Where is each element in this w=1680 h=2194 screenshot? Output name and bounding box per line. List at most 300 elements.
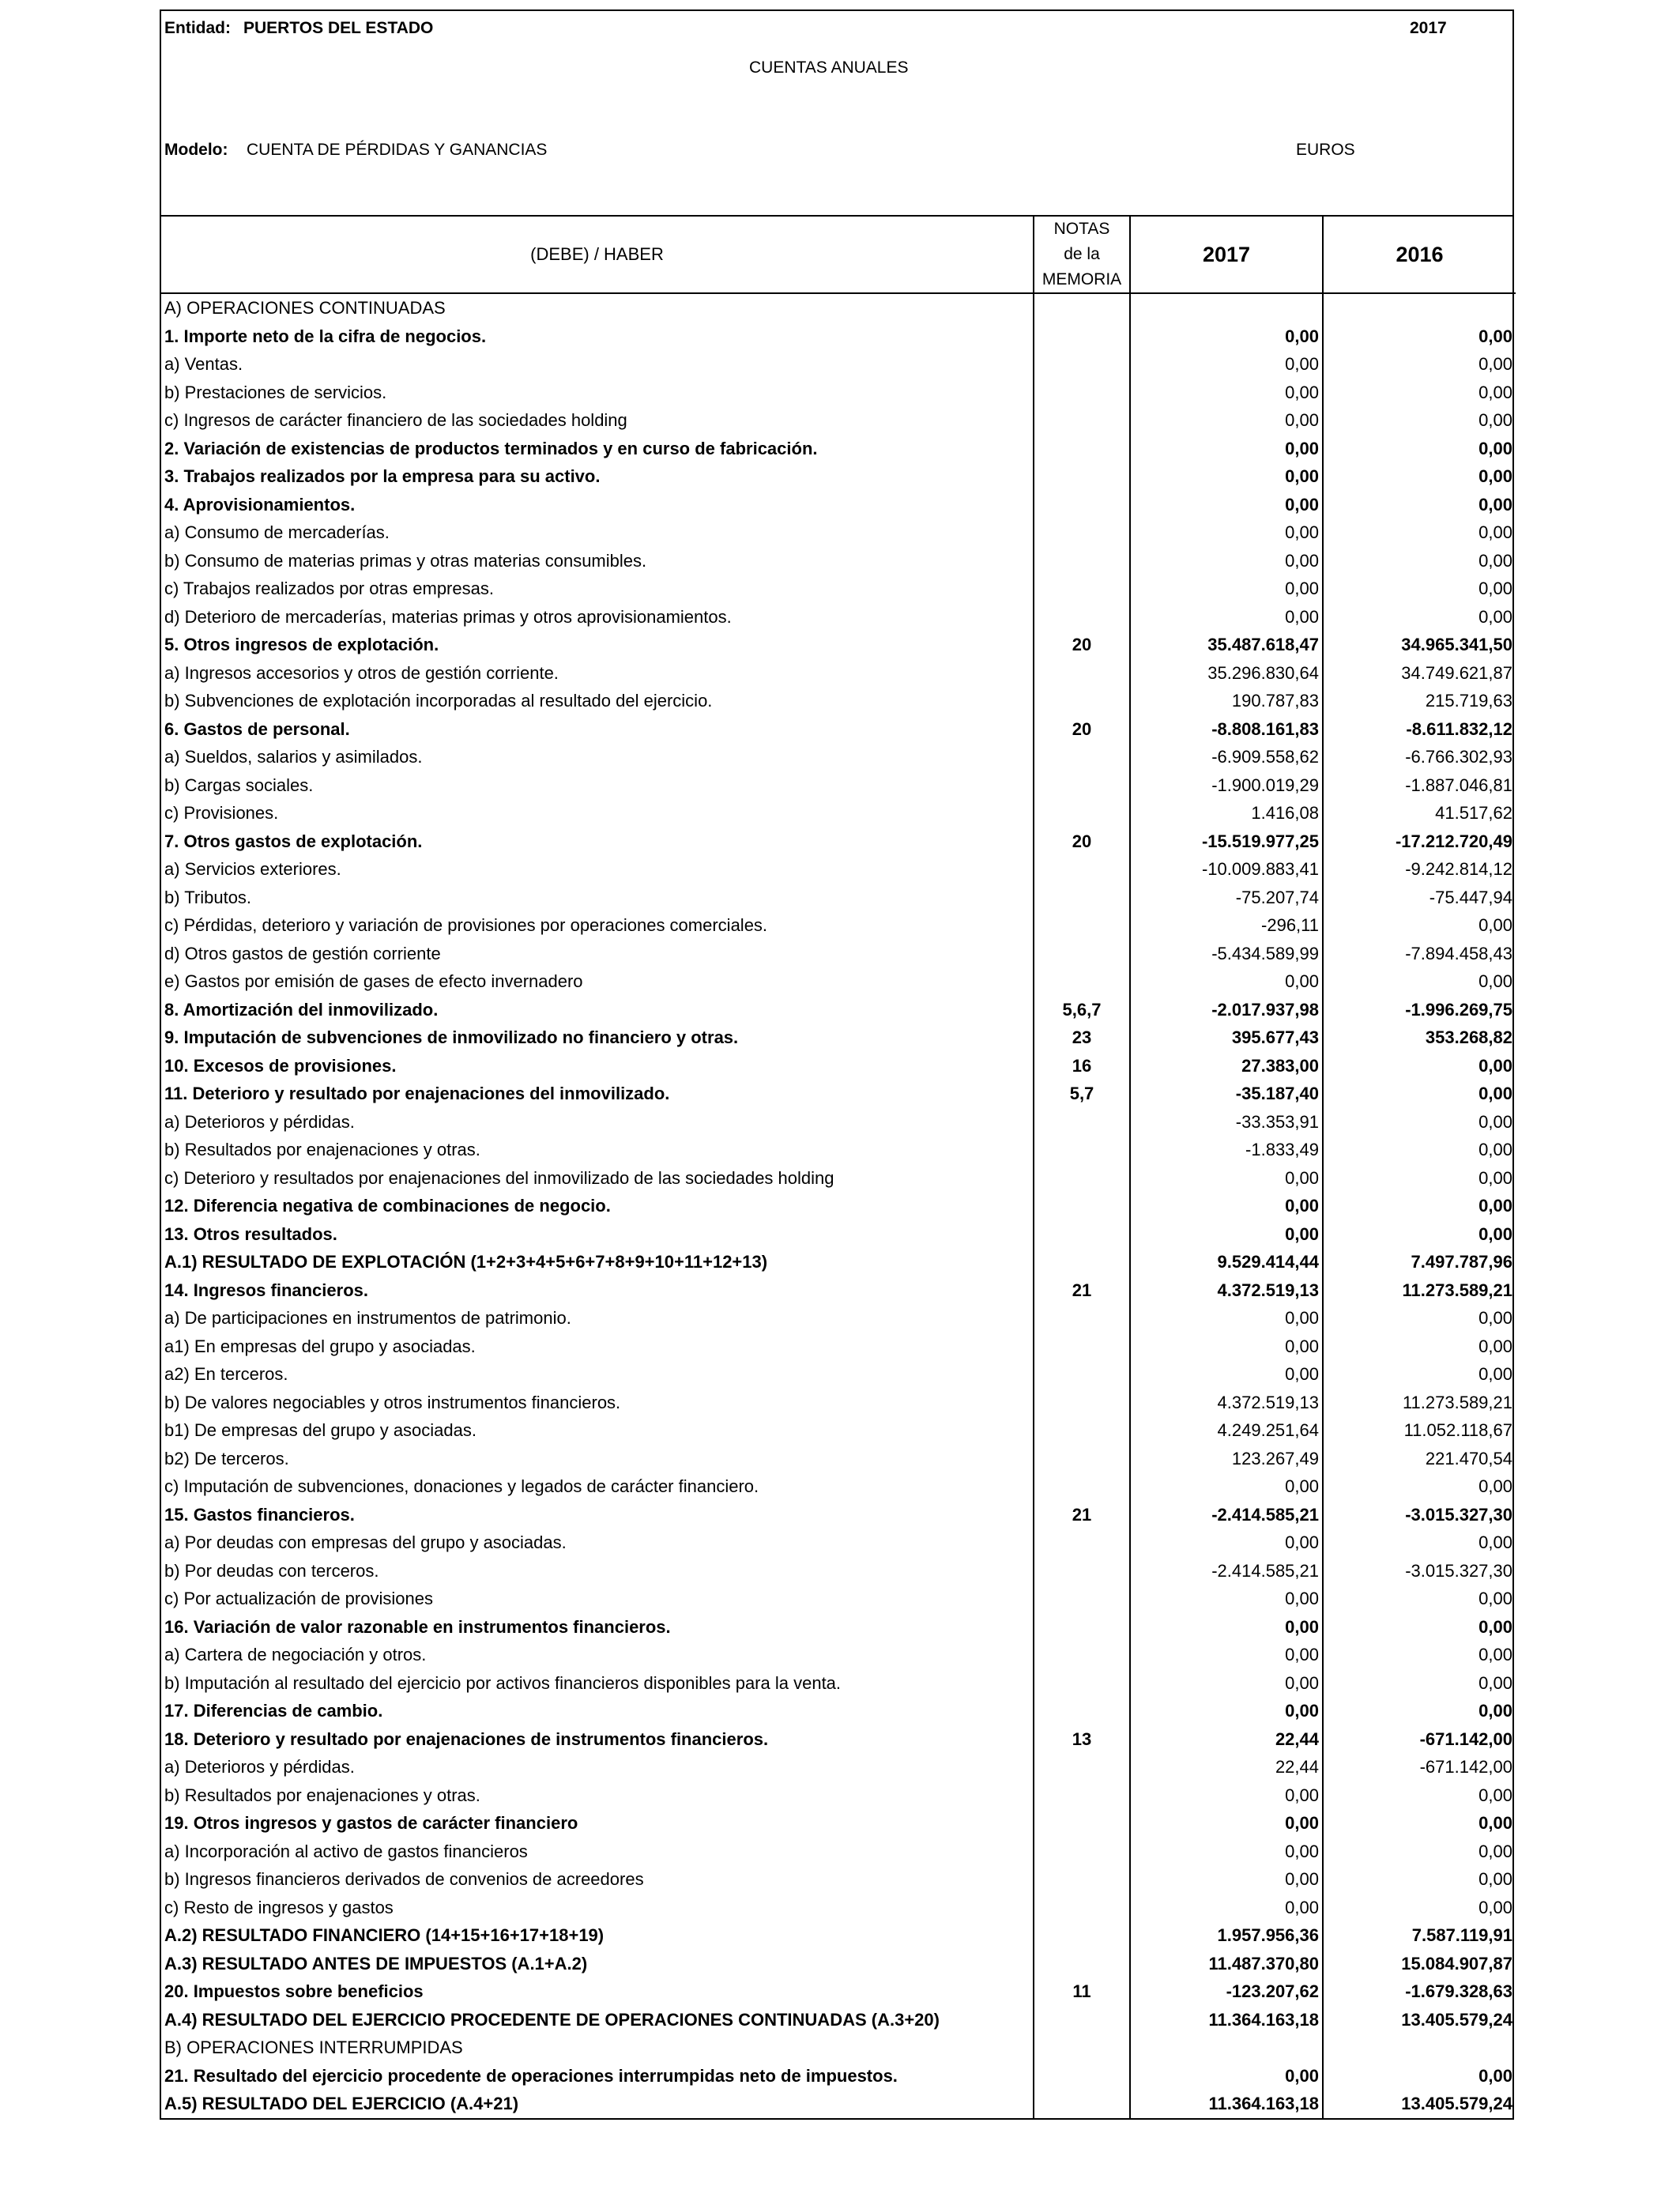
row-label: A.1) RESULTADO DE EXPLOTACIÓN (1+2+3+4+5+6+7+8+9+10+11+12+13) <box>164 1252 768 1272</box>
table-row <box>161 1838 1516 1866</box>
row-value-2017: 0,00 <box>1130 575 1323 603</box>
row-label: b) Tributos. <box>164 887 252 907</box>
row-value-2017: -8.808.161,83 <box>1130 715 1323 744</box>
row-value-2017: -2.414.585,21 <box>1130 1501 1323 1529</box>
row-value-2016 <box>1323 2034 1516 2062</box>
row-note <box>1034 1220 1130 1249</box>
row-value-2017 <box>1130 2034 1323 2062</box>
row-value-2016: -1.679.328,63 <box>1323 1977 1516 2006</box>
row-value-2016: 0,00 <box>1323 1529 1516 1557</box>
row-value-2016: -7.894.458,43 <box>1323 940 1516 968</box>
row-value-2016: 41.517,62 <box>1323 799 1516 827</box>
row-value-2017: 0,00 <box>1130 1360 1323 1389</box>
row-value-2017: 35.487.618,47 <box>1130 631 1323 659</box>
row-value-2016: 0,00 <box>1323 406 1516 435</box>
row-value-2016: -3.015.327,30 <box>1323 1501 1516 1529</box>
row-value-2017: 0,00 <box>1130 1613 1323 1642</box>
row-note <box>1034 462 1130 491</box>
row-label: a2) En terceros. <box>164 1364 288 1384</box>
row-value-2016: 0,00 <box>1323 1809 1516 1838</box>
row-value-2017: 0,00 <box>1130 1529 1323 1557</box>
row-note <box>1034 1416 1130 1445</box>
row-value-2017: 0,00 <box>1130 435 1323 463</box>
row-note <box>1034 884 1130 912</box>
row-note <box>1034 379 1130 407</box>
table-row <box>161 799 1516 827</box>
row-value-2017: 0,00 <box>1130 379 1323 407</box>
row-value-2017: -33.353,91 <box>1130 1108 1323 1137</box>
table-row <box>161 1529 1516 1557</box>
row-value-2016: 11.273.589,21 <box>1323 1389 1516 1417</box>
row-value-2017: 0,00 <box>1130 967 1323 996</box>
row-value-2016: 0,00 <box>1323 1865 1516 1894</box>
row-note <box>1034 1360 1130 1389</box>
row-value-2017: -10.009.883,41 <box>1130 855 1323 884</box>
table-row <box>161 1894 1516 1922</box>
row-value-2016: 7.497.787,96 <box>1323 1248 1516 1276</box>
table-row <box>161 1333 1516 1361</box>
row-value-2016: 221.470,54 <box>1323 1445 1516 1473</box>
row-note: 5,7 <box>1034 1080 1130 1108</box>
table-row <box>161 1585 1516 1613</box>
table-row <box>161 491 1516 519</box>
row-value-2016: 0,00 <box>1323 603 1516 631</box>
row-value-2016: 13.405.579,24 <box>1323 2006 1516 2034</box>
table-row <box>161 293 1516 322</box>
row-label: a) Por deudas con empresas del grupo y asociadas. <box>164 1532 567 1552</box>
row-note <box>1034 1585 1130 1613</box>
row-label: 17. Diferencias de cambio. <box>164 1701 383 1721</box>
table-row <box>161 967 1516 996</box>
row-value-2017: 0,00 <box>1130 2062 1323 2090</box>
row-note <box>1034 1164 1130 1193</box>
row-value-2017: 123.267,49 <box>1130 1445 1323 1473</box>
row-note <box>1034 855 1130 884</box>
row-label: A.4) RESULTADO DEL EJERCICIO PROCEDENTE DE OPERACIONES CONTINUADAS (A.3+20) <box>164 2009 940 2030</box>
row-note <box>1034 435 1130 463</box>
table-row <box>161 1669 1516 1698</box>
row-value-2017: -123.207,62 <box>1130 1977 1323 2006</box>
table-header-row <box>161 217 1516 293</box>
row-note <box>1034 1304 1130 1333</box>
row-note <box>1034 743 1130 771</box>
row-value-2016: 0,00 <box>1323 1472 1516 1501</box>
header-year: 2017 <box>1410 19 1447 37</box>
row-label: b) Prestaciones de servicios. <box>164 382 387 402</box>
row-label: a) Cartera de negociación y otros. <box>164 1645 427 1664</box>
year-2017-column-header: 2017 <box>1130 217 1323 293</box>
table-body <box>161 293 1516 2118</box>
row-label: a) Ventas. <box>164 354 243 374</box>
table-row <box>161 350 1516 379</box>
row-label: a) Consumo de mercaderías. <box>164 522 390 542</box>
row-label: e) Gastos por emisión de gases de efecto invernadero <box>164 971 583 991</box>
row-value-2017: 0,00 <box>1130 1164 1323 1193</box>
table-row <box>161 687 1516 715</box>
table-row <box>161 1557 1516 1585</box>
row-label: 20. Impuestos sobre beneficios <box>164 1981 424 2001</box>
row-value-2016: 0,00 <box>1323 1641 1516 1669</box>
row-label: a) Deterioros y pérdidas. <box>164 1757 355 1777</box>
row-value-2017: 190.787,83 <box>1130 687 1323 715</box>
row-value-2017: 4.372.519,13 <box>1130 1389 1323 1417</box>
table-row <box>161 1248 1516 1276</box>
row-label: b2) De terceros. <box>164 1448 289 1468</box>
row-note <box>1034 967 1130 996</box>
table-row <box>161 1641 1516 1669</box>
table-row <box>161 855 1516 884</box>
row-value-2016: 0,00 <box>1323 547 1516 575</box>
row-note <box>1034 1865 1130 1894</box>
row-value-2016: -6.766.302,93 <box>1323 743 1516 771</box>
row-label: c) Trabajos realizados por otras empresas. <box>164 579 494 598</box>
row-value-2016: 0,00 <box>1323 911 1516 940</box>
row-value-2017: 0,00 <box>1130 1304 1323 1333</box>
row-label: 16. Variación de valor razonable en instrumentos financieros. <box>164 1616 671 1637</box>
row-note <box>1034 771 1130 800</box>
row-note <box>1034 1753 1130 1781</box>
row-label: 13. Otros resultados. <box>164 1223 337 1244</box>
row-value-2017: -5.434.589,99 <box>1130 940 1323 968</box>
row-label: c) Imputación de subvenciones, donaciones y legados de carácter financiero. <box>164 1476 759 1496</box>
row-note <box>1034 911 1130 940</box>
row-label: b) Subvenciones de explotación incorporadas al resultado del ejercicio. <box>164 691 713 711</box>
row-value-2017: 0,00 <box>1130 547 1323 575</box>
row-note <box>1034 518 1130 547</box>
table-row <box>161 1276 1516 1305</box>
row-label: 2. Variación de existencias de productos terminados y en curso de fabricación. <box>164 438 818 458</box>
row-value-2016: 11.052.118,67 <box>1323 1416 1516 1445</box>
row-label: 11. Deterioro y resultado por enajenaciones del inmovilizado. <box>164 1084 670 1103</box>
row-label: b) De valores negociables y otros instrumentos financieros. <box>164 1392 621 1412</box>
row-label: 5. Otros ingresos de explotación. <box>164 635 439 654</box>
row-value-2017: -296,11 <box>1130 911 1323 940</box>
row-note <box>1034 2006 1130 2034</box>
table-row <box>161 2006 1516 2034</box>
row-value-2017: -15.519.977,25 <box>1130 827 1323 856</box>
row-label: 9. Imputación de subvenciones de inmovilizado no financiero y otras. <box>164 1027 739 1047</box>
table-row <box>161 1445 1516 1473</box>
row-value-2017: 0,00 <box>1130 1809 1323 1838</box>
table-row <box>161 1977 1516 2006</box>
table-row <box>161 631 1516 659</box>
row-label: b) Imputación al resultado del ejercicio por activos financieros disponibles para la venta. <box>164 1672 842 1693</box>
row-note <box>1034 1389 1130 1417</box>
table-row <box>161 996 1516 1024</box>
row-value-2017: 0,00 <box>1130 1697 1323 1725</box>
row-value-2016: 34.749.621,87 <box>1323 659 1516 688</box>
row-value-2017: 0,00 <box>1130 1333 1323 1361</box>
row-note <box>1034 1108 1130 1137</box>
row-label: b) Ingresos financieros derivados de convenios de acreedores <box>164 1869 644 1889</box>
row-value-2016: 0,00 <box>1323 1360 1516 1389</box>
table-row <box>161 1023 1516 1052</box>
row-note <box>1034 1445 1130 1473</box>
row-note: 16 <box>1034 1052 1130 1080</box>
row-note <box>1034 1248 1130 1276</box>
row-value-2016: 0,00 <box>1323 1697 1516 1725</box>
row-value-2016: 0,00 <box>1323 1052 1516 1080</box>
row-note <box>1034 1838 1130 1866</box>
row-label: 15. Gastos financieros. <box>164 1504 355 1525</box>
row-value-2017: 0,00 <box>1130 1838 1323 1866</box>
row-note <box>1034 687 1130 715</box>
row-note <box>1034 1333 1130 1361</box>
row-label: a) Sueldos, salarios y asimilados. <box>164 747 423 767</box>
row-value-2017: 0,00 <box>1130 1641 1323 1669</box>
row-value-2017: 11.364.163,18 <box>1130 2090 1323 2118</box>
row-note: 20 <box>1034 715 1130 744</box>
row-label: A.5) RESULTADO DEL EJERCICIO (A.4+21) <box>164 2094 519 2113</box>
row-note <box>1034 547 1130 575</box>
row-value-2016: 0,00 <box>1323 379 1516 407</box>
table-row <box>161 406 1516 435</box>
row-label: 8. Amortización del inmovilizado. <box>164 999 439 1020</box>
model-label: Modelo: <box>164 141 228 159</box>
row-value-2017: -1.833,49 <box>1130 1136 1323 1164</box>
row-note <box>1034 1781 1130 1810</box>
row-label: d) Deterioro de mercaderías, materias primas y otros aprovisionamientos. <box>164 606 732 627</box>
document-title: CUENTAS ANUALES <box>749 58 909 77</box>
row-value-2016: 215.719,63 <box>1323 687 1516 715</box>
row-value-2017: 0,00 <box>1130 406 1323 435</box>
row-value-2016: 0,00 <box>1323 518 1516 547</box>
row-label: B) OPERACIONES INTERRUMPIDAS <box>164 2038 463 2057</box>
row-note: 20 <box>1034 827 1130 856</box>
table-row <box>161 1472 1516 1501</box>
table-row <box>161 1136 1516 1164</box>
row-note: 21 <box>1034 1276 1130 1305</box>
row-label: 1. Importe neto de la cifra de negocios. <box>164 326 487 346</box>
row-label: 12. Diferencia negativa de combinaciones de negocio. <box>164 1196 611 1216</box>
row-label: a) Incorporación al activo de gastos financieros <box>164 1841 528 1861</box>
row-label: 3. Trabajos realizados por la empresa para su activo. <box>164 466 601 486</box>
row-value-2017: 27.383,00 <box>1130 1052 1323 1080</box>
row-value-2017: 22,44 <box>1130 1725 1323 1754</box>
row-value-2016: 353.268,82 <box>1323 1023 1516 1052</box>
row-note: 20 <box>1034 631 1130 659</box>
row-label: a) Servicios exteriores. <box>164 859 341 879</box>
row-value-2016: 0,00 <box>1323 462 1516 491</box>
row-value-2017: 0,00 <box>1130 1220 1323 1249</box>
row-label: a) Ingresos accesorios y otros de gestión corriente. <box>164 662 559 683</box>
row-label: 18. Deterioro y resultado por enajenaciones de instrumentos financieros. <box>164 1728 769 1749</box>
table-row <box>161 1164 1516 1193</box>
row-value-2017: 0,00 <box>1130 603 1323 631</box>
row-value-2016: -1.996.269,75 <box>1323 996 1516 1024</box>
row-value-2016: -75.447,94 <box>1323 884 1516 912</box>
row-value-2017: -2.414.585,21 <box>1130 1557 1323 1585</box>
row-note <box>1034 1192 1130 1220</box>
row-value-2017: 0,00 <box>1130 1472 1323 1501</box>
table-row <box>161 518 1516 547</box>
row-value-2016: 0,00 <box>1323 1333 1516 1361</box>
row-value-2016: 0,00 <box>1323 1894 1516 1922</box>
table-row <box>161 827 1516 856</box>
table-row <box>161 1304 1516 1333</box>
row-value-2016: -671.142,00 <box>1323 1753 1516 1781</box>
table-row <box>161 1809 1516 1838</box>
row-label: 14. Ingresos financieros. <box>164 1280 368 1300</box>
row-value-2017: 0,00 <box>1130 1894 1323 1922</box>
row-note <box>1034 603 1130 631</box>
table-row <box>161 1865 1516 1894</box>
row-label: c) Resto de ingresos y gastos <box>164 1897 394 1917</box>
row-value-2016: -17.212.720,49 <box>1323 827 1516 856</box>
row-label: a) Deterioros y pérdidas. <box>164 1111 355 1132</box>
row-note <box>1034 1894 1130 1922</box>
row-note <box>1034 659 1130 688</box>
row-note <box>1034 575 1130 603</box>
table-row <box>161 911 1516 940</box>
row-value-2016: 0,00 <box>1323 1781 1516 1810</box>
row-note: 23 <box>1034 1023 1130 1052</box>
row-value-2017: 0,00 <box>1130 1669 1323 1698</box>
row-value-2017: 11.487.370,80 <box>1130 1950 1323 1978</box>
row-value-2017: 0,00 <box>1130 1865 1323 1894</box>
row-value-2016: 7.587.119,91 <box>1323 1921 1516 1950</box>
table-row <box>161 1192 1516 1220</box>
table-row <box>161 1360 1516 1389</box>
row-value-2016: 0,00 <box>1323 575 1516 603</box>
table-row <box>161 715 1516 744</box>
row-value-2017: -2.017.937,98 <box>1130 996 1323 1024</box>
table-row <box>161 2034 1516 2062</box>
row-value-2016: 0,00 <box>1323 1585 1516 1613</box>
row-value-2016: 11.273.589,21 <box>1323 1276 1516 1305</box>
concept-column-header: (DEBE) / HABER <box>161 217 1034 293</box>
table-row <box>161 1416 1516 1445</box>
row-label: b1) De empresas del grupo y asociadas. <box>164 1420 477 1440</box>
table-row <box>161 659 1516 688</box>
row-value-2016: 0,00 <box>1323 1108 1516 1137</box>
entity-name: PUERTOS DEL ESTADO <box>243 19 434 37</box>
row-value-2017: 11.364.163,18 <box>1130 2006 1323 2034</box>
row-label: 19. Otros ingresos y gastos de carácter financiero <box>164 1813 578 1833</box>
row-value-2016: -9.242.814,12 <box>1323 855 1516 884</box>
row-note: 5,6,7 <box>1034 996 1130 1024</box>
table-row <box>161 322 1516 351</box>
row-note <box>1034 1136 1130 1164</box>
row-value-2016: 0,00 <box>1323 1613 1516 1642</box>
row-label: 10. Excesos de provisiones. <box>164 1055 397 1076</box>
row-label: c) Ingresos de carácter financiero de las sociedades holding <box>164 410 627 430</box>
table-row <box>161 435 1516 463</box>
row-value-2016: 0,00 <box>1323 350 1516 379</box>
row-note <box>1034 1921 1130 1950</box>
row-note <box>1034 799 1130 827</box>
profit-loss-table <box>161 217 1516 2118</box>
row-value-2016: 0,00 <box>1323 1220 1516 1249</box>
row-value-2017: -75.207,74 <box>1130 884 1323 912</box>
table-row <box>161 884 1516 912</box>
row-value-2017: 395.677,43 <box>1130 1023 1323 1052</box>
row-value-2017: 4.249.251,64 <box>1130 1416 1323 1445</box>
row-label: c) Por actualización de provisiones <box>164 1589 433 1608</box>
row-label: c) Provisiones. <box>164 803 279 823</box>
row-value-2017: -1.900.019,29 <box>1130 771 1323 800</box>
row-note <box>1034 293 1130 322</box>
row-label: A.3) RESULTADO ANTES DE IMPUESTOS (A.1+A.2) <box>164 1953 588 1973</box>
row-note: 11 <box>1034 1977 1130 2006</box>
row-label: c) Pérdidas, deterioro y variación de provisiones por operaciones comerciales. <box>164 915 768 935</box>
row-value-2016: -671.142,00 <box>1323 1725 1516 1754</box>
row-value-2016: -8.611.832,12 <box>1323 715 1516 744</box>
table-row <box>161 379 1516 407</box>
table-row <box>161 940 1516 968</box>
row-value-2017: 1.957.956,36 <box>1130 1921 1323 1950</box>
table-row <box>161 1220 1516 1249</box>
row-value-2017: 0,00 <box>1130 1781 1323 1810</box>
row-value-2016: 0,00 <box>1323 322 1516 351</box>
row-value-2017: 9.529.414,44 <box>1130 1248 1323 1276</box>
row-value-2016: 0,00 <box>1323 1304 1516 1333</box>
row-note <box>1034 1472 1130 1501</box>
table-row <box>161 1753 1516 1781</box>
row-value-2016: 0,00 <box>1323 1136 1516 1164</box>
table-row <box>161 1052 1516 1080</box>
table-row <box>161 1080 1516 1108</box>
row-value-2017: 4.372.519,13 <box>1130 1276 1323 1305</box>
row-value-2016: 0,00 <box>1323 491 1516 519</box>
row-label: b) Resultados por enajenaciones y otras. <box>164 1140 480 1159</box>
row-note <box>1034 1809 1130 1838</box>
table-row <box>161 1950 1516 1978</box>
year-2016-column-header: 2016 <box>1323 217 1516 293</box>
row-value-2016: 0,00 <box>1323 1164 1516 1193</box>
notes-header-line3: MEMORIA <box>1042 270 1122 288</box>
table-row <box>161 1501 1516 1529</box>
row-note <box>1034 1529 1130 1557</box>
table-row <box>161 1921 1516 1950</box>
row-label: 6. Gastos de personal. <box>164 718 350 739</box>
row-note <box>1034 940 1130 968</box>
row-label: b) Cargas sociales. <box>164 775 314 795</box>
row-value-2017: 0,00 <box>1130 1192 1323 1220</box>
row-value-2016: 0,00 <box>1323 1669 1516 1698</box>
table-row <box>161 575 1516 603</box>
notes-header-line2: de la <box>1064 245 1100 263</box>
row-value-2016: -1.887.046,81 <box>1323 771 1516 800</box>
row-value-2016: 0,00 <box>1323 1080 1516 1108</box>
row-label: b) Consumo de materias primas y otras materias consumibles. <box>164 550 647 571</box>
row-note <box>1034 1613 1130 1642</box>
row-note <box>1034 491 1130 519</box>
row-label: A) OPERACIONES CONTINUADAS <box>164 298 446 318</box>
row-note <box>1034 1557 1130 1585</box>
row-label: 21. Resultado del ejercicio procedente de operaciones interrumpidas neto de impuestos. <box>164 2065 898 2086</box>
document-header <box>161 11 1512 217</box>
row-note <box>1034 322 1130 351</box>
table-row <box>161 771 1516 800</box>
model-name: CUENTA DE PÉRDIDAS Y GANANCIAS <box>247 141 548 159</box>
row-value-2016: 0,00 <box>1323 967 1516 996</box>
row-note <box>1034 2090 1130 2118</box>
row-value-2017: 1.416,08 <box>1130 799 1323 827</box>
table-row <box>161 1613 1516 1642</box>
row-value-2017: -6.909.558,62 <box>1130 743 1323 771</box>
row-value-2016: 13.405.579,24 <box>1323 2090 1516 2118</box>
row-value-2017: 0,00 <box>1130 1585 1323 1613</box>
table-row <box>161 547 1516 575</box>
row-note: 13 <box>1034 1725 1130 1754</box>
row-value-2016: 0,00 <box>1323 1838 1516 1866</box>
table-row <box>161 603 1516 631</box>
table-row <box>161 1108 1516 1137</box>
row-label: 7. Otros gastos de explotación. <box>164 831 423 851</box>
row-note <box>1034 1641 1130 1669</box>
table-row <box>161 462 1516 491</box>
